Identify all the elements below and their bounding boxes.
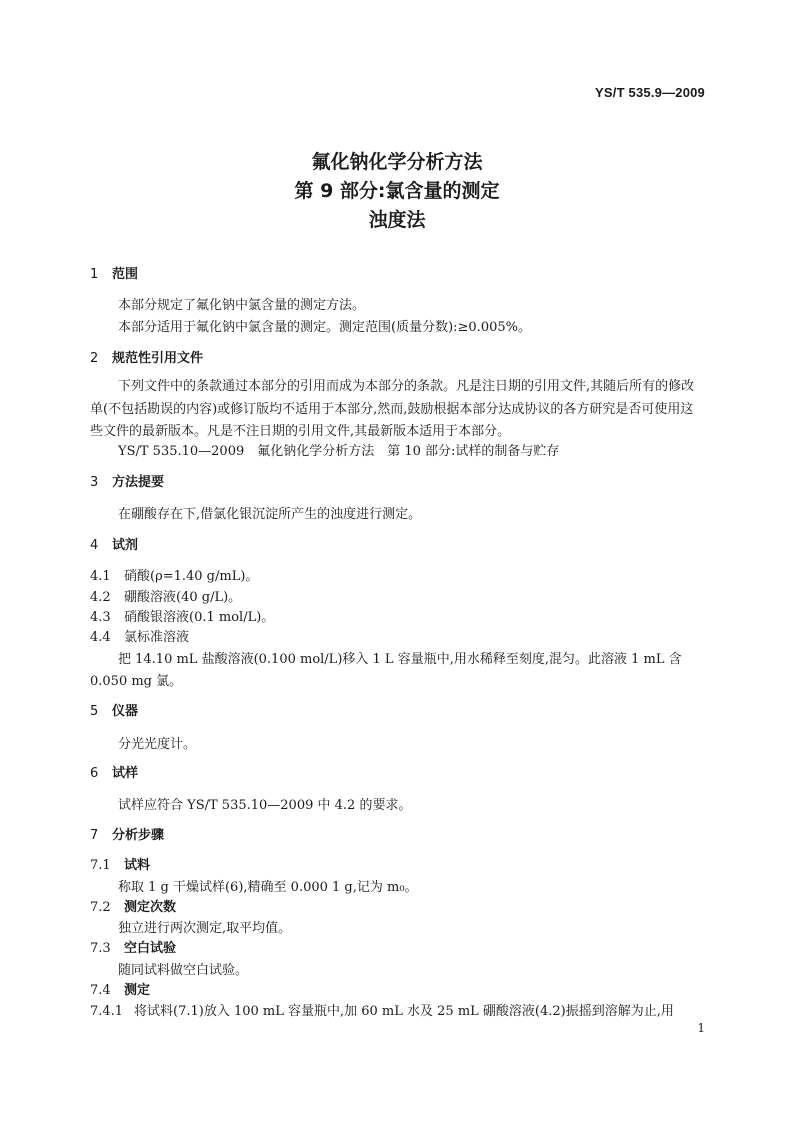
subsection-7-4-heading [90, 982, 150, 1000]
subsection-title: 空白试验 [124, 941, 177, 956]
item-number: 4.1 [90, 569, 111, 584]
subsection-7-4-1-line [90, 1003, 674, 1021]
document-title [0, 148, 794, 235]
subsection-7-2-heading [90, 899, 176, 917]
item-text: 硝酸银溶液(0.1 mol/L)。 [124, 610, 275, 625]
subsection-title: 测定次数 [124, 900, 177, 915]
reagent-item [90, 589, 241, 607]
section-number: 4 [90, 538, 99, 553]
section-title: 试样 [112, 766, 139, 781]
subsection-number: 7.4.1 [90, 1004, 124, 1019]
section-5-para-1: 分光光度计。 [118, 737, 197, 752]
section-title: 规范性引用文件 [112, 351, 204, 366]
subsection-number: 7.3 [90, 941, 111, 956]
reagent-item [90, 609, 274, 627]
section-6-heading [90, 765, 138, 783]
item-number: 4.4 [90, 630, 111, 645]
section-number: 3 [90, 475, 99, 490]
section-5-heading [90, 703, 138, 721]
section-title: 范围 [112, 267, 139, 282]
item-text: 硼酸溶液(40 g/L)。 [124, 590, 242, 605]
subsection-7-3-text: 随同试料做空白试验。 [118, 963, 249, 978]
title-line-2: 第 9 部分:氯含量的测定 [294, 180, 500, 202]
standard-number: YS/T 535.9—2009 [595, 85, 705, 100]
section-2-heading [90, 350, 203, 368]
section-title: 仪器 [112, 704, 139, 719]
section-4-heading [90, 537, 138, 555]
subsection-7-3-heading [90, 940, 176, 958]
reagent-4-4-para-line-2: 0.050 mg 氯。 [90, 674, 183, 689]
section-title: 试剂 [112, 538, 139, 553]
subsection-7-1-heading [90, 857, 150, 875]
subsection-title: 试料 [124, 858, 151, 873]
subsection-number: 7.2 [90, 900, 111, 915]
subsection-number: 7.4 [90, 983, 111, 998]
section-7-heading [90, 827, 164, 845]
section-1-heading [90, 266, 138, 284]
title-line-3: 浊度法 [368, 209, 426, 231]
page-number: 1 [697, 1021, 705, 1035]
section-1-para-2: 本部分适用于氟化钠中氯含量的测定。测定范围(质量分数):≥0.005%。 [118, 320, 531, 335]
subsection-number: 7.1 [90, 858, 111, 873]
section-2-reference: YS/T 535.10—2009 氟化钠化学分析方法 第 10 部分:试样的制备与贮存 [118, 444, 560, 459]
section-1-para-1: 本部分规定了氟化钠中氯含量的测定方法。 [118, 298, 366, 313]
item-text: 氯标准溶液 [124, 630, 190, 645]
item-number: 4.2 [90, 590, 111, 605]
subsection-7-1-text: 称取 1 g 干燥试样(6),精确至 0.000 1 g,记为 m₀。 [118, 880, 418, 895]
subsection-text: 将试料(7.1)放入 100 mL 容量瓶中,加 60 mL 水及 25 mL 硼酸溶液(4.2)振摇到溶解为止,用 [134, 1004, 674, 1019]
section-number: 1 [90, 267, 99, 282]
section-number: 5 [90, 704, 99, 719]
section-6-para-1: 试样应符合 YS/T 535.10—2009 中 4.2 的要求。 [118, 798, 412, 813]
section-title: 方法提要 [112, 475, 165, 490]
section-2-para-1: 下列文件中的条款通过本部分的引用而成为本部分的条款。凡是注日期的引用文件,其随后所有的修改单(不包括勘误的内容)或修订版均不适用于本部分,然而,鼓励根据本部分达成协议的各方研究是否可使用这些文件的最新版本。凡是不注日期的引用文件,其最新版本适用于本部分。 [90, 379, 695, 439]
subsection-title: 测定 [124, 983, 151, 998]
section-number: 6 [90, 766, 99, 781]
section-title: 分析步骤 [112, 828, 165, 843]
reagent-item [90, 568, 258, 586]
section-3-para-1: 在硼酸存在下,借氯化银沉淀所产生的浊度进行测定。 [118, 507, 422, 522]
section-number: 2 [90, 351, 99, 366]
item-number: 4.3 [90, 610, 111, 625]
reagent-item [90, 629, 189, 647]
section-number: 7 [90, 828, 99, 843]
item-text: 硝酸(ρ=1.40 g/mL)。 [124, 569, 259, 584]
title-line-1: 氟化钠化学分析方法 [311, 151, 483, 173]
section-3-heading [90, 474, 164, 492]
reagent-4-4-para-line-1: 把 14.10 mL 盐酸溶液(0.100 mol/L)移入 1 L 容量瓶中,用水稀释至刻度,混匀。此溶液 1 mL 含 [118, 652, 682, 667]
subsection-7-2-text: 独立进行两次测定,取平均值。 [118, 921, 292, 936]
